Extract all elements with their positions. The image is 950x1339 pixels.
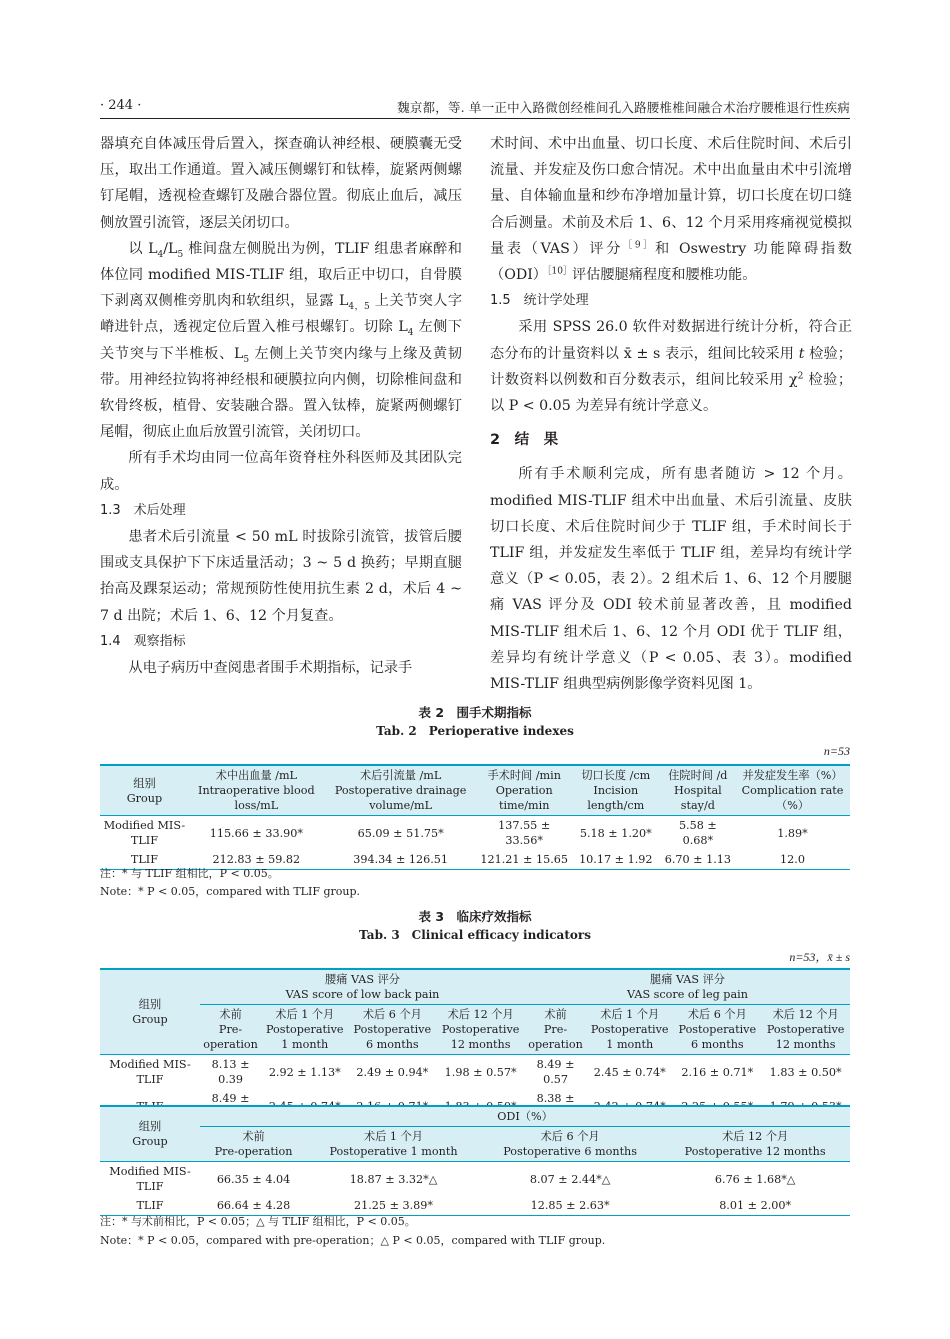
page-number: · 244 · [100, 98, 142, 113]
table2-caption [100, 704, 850, 740]
table-cell: 5.18 ± 1.20* [579, 826, 652, 840]
table-cell: 212.83 ± 59.82 [212, 853, 301, 866]
header-zh: 术后 12 个月 [447, 1008, 514, 1021]
table-cell: TLIF [136, 1199, 164, 1212]
table2-col-header [661, 765, 735, 816]
table-cell: Modified MIS-TLIF [103, 819, 186, 847]
table-cell: 6.70 ± 1.13 [664, 853, 732, 866]
section-heading-1-4: 1.4 观察指标 [100, 633, 186, 649]
period-header [348, 1005, 436, 1055]
table-cell: 21.25 ± 3.89* [353, 1199, 434, 1212]
table-cell: 121.21 ± 15.65 [480, 853, 569, 866]
header-en: Postoperative 1 month [265, 1023, 344, 1051]
table-row [100, 816, 850, 851]
header-zh: 术后 6 个月 [362, 1008, 422, 1021]
table3-odi-header: ODI（%） [200, 1106, 850, 1127]
table3-vas [100, 968, 850, 1124]
table3-vas-low-header: 腰痛 VAS 评分 VAS score of low back pain [200, 969, 525, 1005]
left-paragraph-1: 器填充自体减压骨后置入，探查确认神经根、硬膜囊无受压，取出工作通道。置入减压侧螺钉和钛棒，旋紧两侧螺钉尾帽，透视检查螺钉及融合器位置。彻底止血后，减压侧放置引流管，逐层关闭切口。 [100, 136, 462, 231]
table-cell: 8.07 ± 2.44*△ [529, 1172, 611, 1186]
header-zh: 手术时间 /min [487, 769, 561, 782]
table-cell: 66.64 ± 4.28 [216, 1199, 291, 1212]
table-cell: 2.92 ± 1.13* [268, 1065, 341, 1079]
table-row [100, 1055, 850, 1090]
table-cell: 8.38 ± [536, 1092, 575, 1105]
header-en: Postoperative 6 months [503, 1145, 638, 1158]
table-cell: 10.17 ± 1.92 [579, 853, 653, 866]
period-header [673, 1005, 761, 1055]
period-header [200, 1005, 261, 1055]
table3-odi [100, 1105, 850, 1216]
table-cell: 1.98 ± 0.57* [444, 1065, 517, 1079]
left-paragraph-3: 所有手术均由同一位高年资脊柱外科医师及其团队完成。 [100, 450, 462, 493]
table-cell: 2.49 ± 0.94* [356, 1065, 429, 1079]
header-en: Postoperative 12 months [766, 1023, 845, 1051]
table-cell: 12.85 ± 2.63* [530, 1199, 610, 1212]
header-en: Postoperative 6 months [678, 1023, 757, 1051]
page-header [100, 96, 850, 119]
header-en: Complication rate（%） [741, 784, 844, 812]
period-header [525, 1005, 586, 1055]
right-paragraph-2: 采用 SPSS 26.0 软件对数据进行统计分析，符合正态分布的计量资料以 x̄ ± s 表示，组间比较采用 t 检验；计数资料以例数和百分数表示，组间比较采用 $\chi^2$ 检验；以 P < 0.05 为差异有统计学意义。 [490, 319, 853, 415]
table-cell: 115.66 ± 33.90* [209, 826, 303, 840]
table3-odi-header-row-1 [100, 1106, 850, 1127]
table-cell: 18.87 ± 3.32*△ [349, 1172, 438, 1186]
header-zh: 术后 6 个月 [540, 1130, 600, 1143]
header-en: Operation time/min [495, 784, 553, 812]
header-en: Postoperative drainage volume/mL [334, 784, 467, 812]
table-cell: 1.89* [777, 826, 808, 840]
running-title: 魏京都，等. 单一正中入路微创经椎间孔入路腰椎椎间融合术治疗腰椎退行性疾病 [397, 100, 850, 115]
table2 [100, 764, 850, 870]
header-en: Pre-operation [528, 1023, 583, 1051]
header-zh: 术前 [544, 1008, 567, 1021]
table3-header-row-2 [100, 1005, 850, 1055]
table-cell: 2.16 ± 0.71* [681, 1065, 754, 1079]
period-header [307, 1127, 480, 1162]
header-en: Intraoperative blood loss/mL [198, 784, 315, 812]
table3-title-zh: 表 3 临床疗效指标 [418, 909, 532, 924]
table-row [100, 1162, 850, 1197]
table-cell: 6.76 ± 1.68*△ [714, 1172, 796, 1186]
right-paragraph-1: 术时间、术中出血量、切口长度、术后住院时间、术后引流量、并发症及伤口愈合情况。术中出血量由术中引流增量、自体输血量和纱布净增加量计算，切口长度在切口缝合后测量。术前及术后 1、6、12 个月采用疼痛视觉模拟量表（VAS）评分$^{[9]}$和 Oswestry 功能障碍指数（ODI）$^{[10]}$评估腰腿痛程度和腰椎功能。 [490, 136, 852, 284]
table3-group-header: 组别 Group [100, 969, 200, 1055]
table-cell: Modified MIS-TLIF [109, 1058, 191, 1086]
header-zh: 术后 1 个月 [364, 1130, 423, 1143]
left-paragraph-4: 患者术后引流量 < 50 mL 时拔除引流管，拔管后腰围或支具保护下下床适量活动；3 ~ 5 d 换药；早期直腿抬高及踝泵运动；常规预防性使用抗生素 2 d，术后 4 ~ 7 d 出院；术后 1、6、12 个月复查。 [100, 529, 462, 624]
table-cell: TLIF [130, 853, 158, 866]
table-cell: 394.34 ± 126.51 [353, 853, 449, 866]
period-header [660, 1127, 850, 1162]
table2-note-en: Note：* P < 0.05，compared with TLIF group. [100, 885, 360, 898]
table2-title-en: Tab. 2 Perioperative indexes [376, 724, 574, 738]
period-header [586, 1005, 673, 1055]
table-cell: 5.58 ± 0.68* [678, 819, 717, 847]
table-cell: 8.01 ± 2.00* [719, 1199, 792, 1212]
table3-note-zh: 注：* 与术前相比，P < 0.05；△ 与 TLIF 组相比，P < 0.05。 [100, 1215, 416, 1228]
header-zh: 术后 1 个月 [600, 1008, 660, 1021]
header-en: Postoperative 1 month [590, 1023, 669, 1051]
header-zh: 术前 [219, 1008, 242, 1021]
header-zh: 术中出血量 /mL [215, 769, 297, 782]
period-header [200, 1127, 307, 1162]
right-paragraph-3: 所有手术顺利完成，所有患者随访 > 12 个月。modified MIS-TLIF 组术中出血量、术后引流量、皮肤切口长度、术后住院时间少于 TLIF 组，手术时间长于 TLIF 组，并发症发生率低于 TLIF 组，差异均有统计学意义（P < 0.05，表 2）。2 组术后 1、6、12 个月腰腿痛 VAS 评分及 ODI 较术前显著改善，且 modified MIS-TLIF 组术后 1、6、12 个月 ODI 优于 TLIF 组，差异均有统计学意义（P < 0.05、表 3）。modified MIS-TLIF 组典型病例影像学资料见图 1。 [490, 466, 852, 693]
period-header [436, 1005, 525, 1055]
table3-note-en: Note：* P < 0.05，compared with pre-operation；△ P < 0.05，compared with TLIF group. [100, 1234, 606, 1247]
table2-header-row [100, 765, 850, 816]
table3-caption [100, 908, 850, 944]
table-cell: 8.13 ± 0.39 [211, 1058, 250, 1086]
table3-n-label: n=53，x̄ ± s [789, 950, 850, 964]
header-en: Hospital stay/d [674, 784, 722, 812]
table3-title-en: Tab. 3 Clinical efficacy indicators [359, 928, 591, 942]
header-zh: 切口长度 /cm [581, 769, 651, 782]
header-en: Incision length/cm [587, 784, 645, 812]
table-cell: 66.35 ± 4.04 [216, 1172, 291, 1186]
header-zh: 并发症发生率（%） [742, 769, 843, 782]
left-column [100, 131, 462, 681]
table2-col-header [324, 765, 478, 816]
period-header [761, 1005, 850, 1055]
header-en: Postoperative 1 month [329, 1145, 458, 1158]
table2-n-label: n=53 [823, 744, 850, 758]
header-zh: 术后 12 个月 [722, 1130, 789, 1143]
table3-odi-header-row-2 [100, 1127, 850, 1162]
table2-col-header [189, 765, 324, 816]
header-zh: 术后 6 个月 [687, 1008, 747, 1021]
table-cell: 2.45 ± 0.74* [593, 1065, 666, 1079]
header-zh: 住院时间 /d [668, 769, 728, 782]
table3-vas-leg-header: 腿痛 VAS 评分 VAS score of leg pain [525, 969, 850, 1005]
table-cell: 12.0 [780, 853, 805, 866]
table-cell: 8.49 ± [211, 1092, 250, 1105]
table-cell: 8.49 ± 0.57 [536, 1058, 575, 1086]
header-en: Group [126, 791, 163, 805]
header-en: Pre-operation [214, 1145, 293, 1158]
table-row [100, 1196, 850, 1216]
table2-col-header [478, 765, 571, 816]
section-heading-1-5: 1.5 统计学处理 [490, 293, 589, 309]
header-en: Postoperative 6 months [353, 1023, 432, 1051]
header-en: Postoperative 12 months [441, 1023, 520, 1051]
table-cell: 1.83 ± 0.50* [769, 1065, 842, 1079]
left-paragraph-5: 从电子病历中查阅患者围手术期指标，记录手 [128, 660, 413, 677]
header-zh: 术后 1 个月 [275, 1008, 335, 1021]
table3-odi-group-header: 组别 Group [100, 1106, 200, 1162]
table3-header-row-1 [100, 969, 850, 1005]
header-zh: 术后引流量 /mL [359, 769, 442, 782]
header-en: Pre-operation [203, 1023, 258, 1051]
table2-col-header [571, 765, 661, 816]
section-heading-2: 2 结 果 [490, 432, 559, 449]
right-column [490, 131, 852, 697]
period-header [480, 1127, 660, 1162]
section-heading-1-3: 1.3 术后处理 [100, 502, 186, 518]
header-zh: 组别 [133, 776, 156, 790]
table2-note-zh: 注：* 与 TLIF 组相比，P < 0.05。 [100, 867, 279, 880]
header-zh: 术后 12 个月 [772, 1008, 839, 1021]
table-cell: 65.09 ± 51.75* [357, 826, 444, 840]
left-paragraph-2: 以 $L_4/L_5$ 椎间盘左侧脱出为例，TLIF 组患者麻醉和体位同 modified MIS-TLIF 组，取后正中切口，自骨膜下剥离双侧椎旁肌肉和软组织，显露 $L_{4,5}$ 上关节突人字嵴进针点，透视定位后置入椎弓根螺钉。切除 $L_4$ 左侧下关节突与下半椎板、$L_5$ 左侧上关节突内缘与上缘及黄韧带。用神经拉钩将神经根和硬膜拉向内侧，切除椎间盘和软骨终板，植骨、安装融合器。置入钛棒，旋紧两侧螺钉尾帽，彻底止血后放置引流管，关闭切口。 [100, 240, 463, 441]
table-cell: Modified MIS-TLIF [109, 1165, 191, 1193]
table2-col-header [100, 765, 189, 816]
table-cell: 137.55 ± 33.56* [498, 819, 551, 847]
period-header [261, 1005, 348, 1055]
header-zh: 术前 [242, 1130, 265, 1143]
table2-col-header [735, 765, 850, 816]
table2-title-zh: 表 2 围手术期指标 [418, 705, 532, 720]
header-en: Postoperative 12 months [684, 1145, 826, 1158]
